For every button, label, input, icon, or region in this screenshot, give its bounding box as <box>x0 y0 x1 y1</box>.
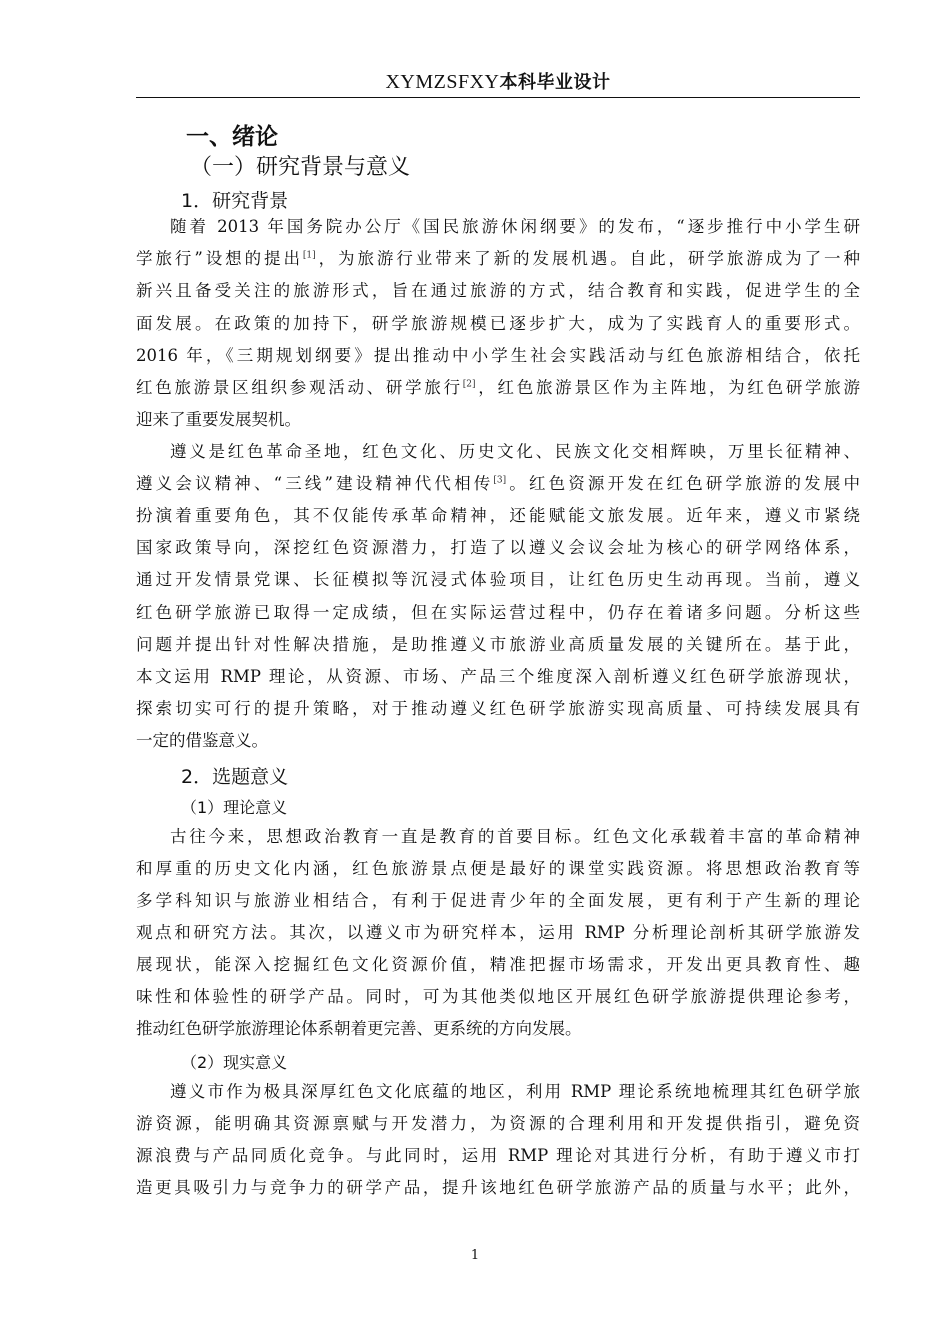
paragraph-line <box>136 474 860 494</box>
paragraph-line: 扮演着重要角色，其不仅能传承革命精神，还能赋能文旅发展。近年来，遵义市紧绕 <box>136 506 860 525</box>
paragraph-line: 观点和研究方法。其次，以遵义市为研究样本，运用 RMP 分析理论剖析其研学旅游发 <box>136 923 860 942</box>
paragraph-line: 展现状，能深入挖掘红色文化资源价值，精准把握市场需求，开发出更具教育性、趣 <box>136 955 860 974</box>
page-number: 1 <box>470 1248 480 1263</box>
paragraph-line: 造更具吸引力与竞争力的研学产品，提升该地红色研学旅游产品的质量与水平；此外， <box>136 1178 860 1197</box>
paragraph-line: 古往今来，思想政治教育一直是教育的首要目标。红色文化承载着丰富的革命精神 <box>170 827 860 846</box>
text-span: 学旅行”设想的提出 <box>136 249 303 268</box>
header-code: XYMZSFXY <box>385 71 500 93</box>
subsubsection-title-theory: （1）理论意义 <box>181 798 288 817</box>
paragraph-line: 遵义是红色革命圣地，红色文化、历史文化、民族文化交相辉映，万里长征精神、 <box>170 442 860 461</box>
paragraph-line: 和厚重的历史文化内涵，红色旅游景点便是最好的课堂实践资源。将思想政治教育等 <box>136 859 860 878</box>
paragraph-line: 一定的借鉴意义。 <box>136 731 268 750</box>
paragraph-line: 源浪费与产品同质化竞争。与此同时，运用 RMP 理论对其进行分析，有助于遵义市打 <box>136 1146 860 1165</box>
paragraph-line <box>136 249 860 269</box>
text-span: ，红色旅游景区作为主阵地，为红色研学旅游 <box>475 378 861 397</box>
subsection-title-background: 1．研究背景 <box>181 190 289 212</box>
paragraph-line: 多学科知识与旅游业相结合，有利于促进青少年的全面发展，更有利于产生新的理论 <box>136 891 860 910</box>
paragraph-line: 迎来了重要发展契机。 <box>136 410 301 429</box>
subsubsection-title-practice: （2）现实意义 <box>181 1053 288 1072</box>
paragraph-line: 随着 2013 年国务院办公厅《国民旅游休闲纲要》的发布，“逐步推行中小学生研 <box>170 217 860 236</box>
text-span: ，为旅游行业带来了新的发展机遇。自此，研学旅游成为了一种 <box>315 249 861 268</box>
paragraph-line: 通过开发情景党课、长征模拟等沉浸式体验项目，让红色历史生动再现。当前，遵义 <box>136 570 860 589</box>
citation-ref[interactable]: [1] <box>302 250 316 261</box>
header-rule <box>136 97 860 98</box>
paragraph-line: 游资源，能明确其资源禀赋与开发潜力，为资源的合理利用和开发提供指引，避免资 <box>136 1114 860 1133</box>
paragraph-line: 国家政策导向，深挖红色资源潜力，打造了以遵义会议会址为核心的研学网络体系， <box>136 538 860 557</box>
paragraph-line: 推动红色研学旅游理论体系朝着更完善、更系统的方向发展。 <box>136 1019 582 1038</box>
text-span: 。红色资源开发在红色研学旅游的发展中 <box>506 474 860 493</box>
header-label: 本科毕业设计 <box>499 72 611 93</box>
paragraph-line <box>136 378 860 398</box>
paragraph-line: 面发展。在政策的加持下，研学旅游规模已逐步扩大，成为了实践育人的重要形式。 <box>136 314 860 333</box>
text-span: 红色旅游景区组织参观活动、研学旅行 <box>136 378 463 397</box>
paragraph-line: 探索切实可行的提升策略，对于推动遵义红色研学旅游实现高质量、可持续发展具有 <box>136 699 860 718</box>
paragraph-line: 本文运用 RMP 理论，从资源、市场、产品三个维度深入剖析遵义红色研学旅游现状， <box>136 667 860 686</box>
subsection-title-significance: 2．选题意义 <box>181 766 289 788</box>
paragraph-line: 遵义市作为极具深厚红色文化底蕴的地区，利用 RMP 理论系统地梳理其红色研学旅 <box>170 1082 860 1101</box>
paragraph-line: 问题并提出针对性解决措施，是助推遵义市旅游业高质量发展的关键所在。基于此， <box>136 635 860 654</box>
text-span: 遵义会议精神、“三线”建设精神代代相传 <box>136 474 494 493</box>
citation-ref[interactable]: [3] <box>493 475 507 486</box>
paragraph-line: 味性和体验性的研学产品。同时，可为其他类似地区开展红色研学旅游提供理论参考， <box>136 987 860 1006</box>
citation-ref[interactable]: [2] <box>462 379 476 390</box>
paragraph-line: 2016 年，《三期规划纲要》提出推动中小学生社会实践活动与红色旅游相结合，依托 <box>136 346 860 365</box>
section-title: （一）研究背景与意义 <box>190 155 411 180</box>
paragraph-line: 红色研学旅游已取得一定成绩，但在实际运营过程中，仍存在着诸多问题。分析这些 <box>136 603 860 622</box>
paragraph-line: 新兴且备受关注的旅游形式，旨在通过旅游的方式，结合教育和实践，促进学生的全 <box>136 281 860 300</box>
chapter-title: 一、绪论 <box>186 124 278 150</box>
page-header <box>136 68 860 94</box>
